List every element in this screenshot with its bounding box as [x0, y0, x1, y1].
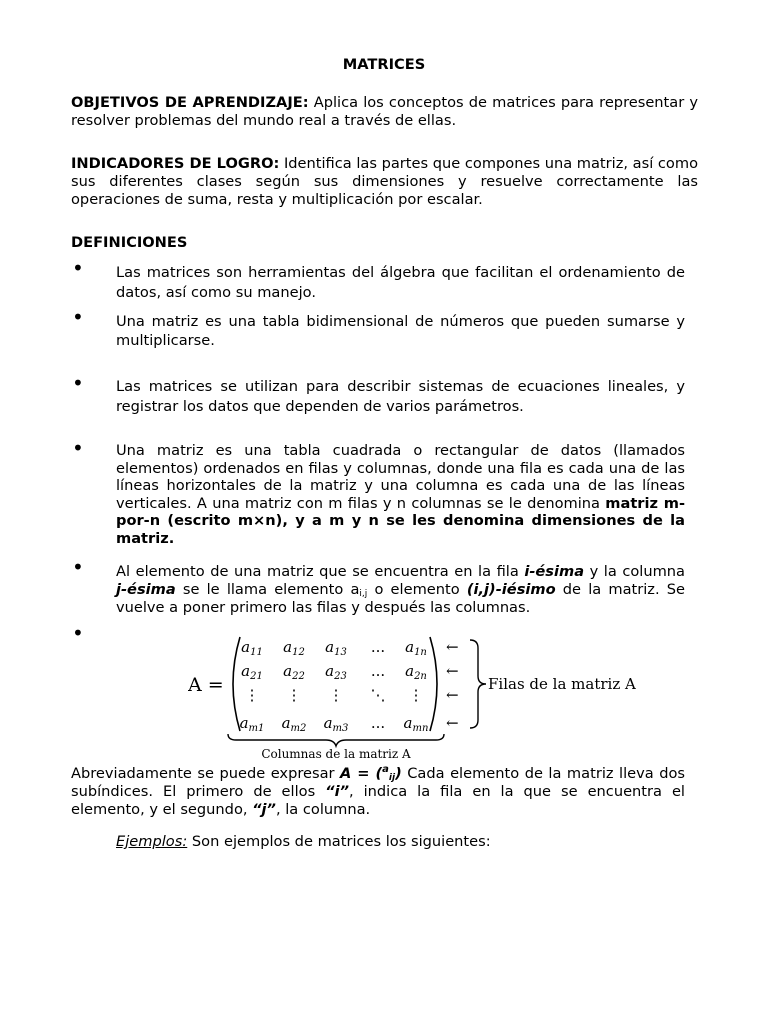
columnas-label: Columnas de la matriz A: [261, 747, 411, 761]
index-j: “j”: [252, 800, 276, 818]
matrix-cell: $a_{11}$: [241, 638, 263, 658]
definition-item-5: [116, 563, 685, 617]
matrix-cell: $a_{22}$: [283, 662, 305, 682]
definition-item-4: [116, 442, 685, 547]
indicadores-label: INDICADORES DE LOGRO:: [71, 155, 280, 172]
abreviada-paragraph: [71, 761, 685, 819]
filas-label: Filas de la matriz A: [488, 675, 636, 693]
definiciones-heading: DEFINICIONES: [71, 234, 188, 251]
matrix-cell: ...: [370, 714, 386, 732]
matrix-cell: ...: [370, 662, 386, 680]
matrix-cell: ⋮: [244, 686, 260, 704]
item-5-text: se le llama elemento a: [175, 581, 360, 598]
matrix-formula-svg: [188, 634, 648, 764]
abreviada-text: Cada elemento de la matriz lleva dos subíndices. El primero de ellos: [71, 764, 686, 800]
matrix-cells: [240, 638, 429, 734]
bullet-dot: •: [72, 555, 84, 579]
row-arrow: ←: [446, 714, 459, 732]
right-parenthesis: [430, 637, 437, 731]
matrix-cell: $a_{mn}$: [403, 714, 429, 734]
abreviada-text: Abreviadamente se puede expresar: [71, 764, 341, 782]
filas-brace: [470, 640, 486, 728]
matrix-cell: ...: [370, 638, 386, 656]
index-i: “i”: [325, 782, 349, 800]
subscript-ij: i,j: [359, 589, 368, 599]
bullet-dot: •: [72, 256, 84, 280]
abreviada-text: , la columna.: [275, 800, 371, 818]
ejemplos-text: Son ejemplos de matrices los siguientes:: [187, 833, 491, 850]
matrix-cell: $a_{m1}$: [239, 714, 265, 734]
item-5-text: o elemento: [367, 581, 467, 598]
matrix-cell: $a_{13}$: [325, 638, 347, 658]
objetivos-text: Aplica los conceptos de matrices para representar y resolver problemas del mundo real a través de ellas.: [71, 94, 698, 129]
row-arrow: ←: [446, 662, 459, 680]
j-esima-term: j-ésima: [116, 581, 176, 598]
bullet-dot: •: [72, 621, 84, 645]
matrix-cell: ⋮: [328, 686, 344, 704]
matrix-cell: ⋮: [408, 686, 424, 704]
bullet-dot: •: [72, 436, 84, 460]
abreviada-expression: A = (: [340, 764, 383, 782]
abreviada-subscript: ij: [388, 772, 396, 783]
bullet-dot: •: [72, 305, 84, 329]
item-5-text: de la matriz. Se vuelve a poner primero las filas y después las columnas.: [116, 581, 686, 616]
objetivos-label: OBJETIVOS DE APRENDIZAJE:: [71, 94, 309, 111]
row-arrows: [446, 638, 459, 732]
objetivos-paragraph: [71, 94, 698, 130]
item-5-text: y la columna: [584, 563, 685, 580]
abreviada-text: , indica la fila en la que se encuentra el elemento, y el segundo,: [71, 782, 685, 818]
abreviada-close-paren: ): [395, 764, 402, 782]
ij-esimo-term: (i,j)-iésimo: [466, 581, 556, 598]
indicadores-paragraph: [71, 155, 698, 209]
matrix-cell: $a_{m3}$: [323, 714, 349, 734]
matrix-cell: $a_{12}$: [283, 638, 305, 658]
indicadores-text: Identifica las partes que compones una matriz, así como sus diferentes clases según sus dimensiones y resuelve correctamente las operaciones de suma, resta y multiplicación por escalar.: [71, 155, 698, 208]
matrix-formula-figure: [188, 634, 648, 764]
row-arrow: ←: [446, 638, 459, 656]
row-arrow: ←: [446, 686, 459, 704]
i-esima-term: i-ésima: [524, 563, 585, 580]
columnas-brace: [228, 734, 444, 746]
ejemplos-label: Ejemplos:: [116, 833, 188, 850]
definition-item-1: Las matrices son herramientas del álgebra que facilitan el ordenamiento de datos, así como su manejo.: [116, 264, 685, 301]
matrix-cell: ⋮: [286, 686, 302, 704]
bullet-dot: •: [72, 371, 84, 395]
matrix-cell: $a_{23}$: [325, 662, 347, 682]
matrix-cell: $a_{m2}$: [281, 714, 307, 734]
ejemplos-line: [116, 833, 491, 851]
matrix-cell: $a_{1n}$: [405, 638, 427, 658]
matrix-cell: $a_{2n}$: [405, 662, 427, 682]
page-title: MATRICES: [342, 56, 426, 73]
item-4-bold: matriz m-por-n (escrito m×n), y a m y n se les denomina dimensiones de la matriz.: [116, 494, 685, 547]
definition-item-3: Las matrices se utilizan para describir sistemas de ecuaciones lineales, y registrar los datos que dependen de varios parámetros.: [116, 378, 685, 415]
matrix-cell: $a_{21}$: [241, 662, 263, 682]
formula-lhs: A =: [188, 674, 224, 696]
item-5-text: Al elemento de una matriz que se encuentra en la fila: [116, 563, 525, 580]
definition-item-2: Una matriz es una tabla bidimensional de números que pueden sumarse y multiplicarse.: [116, 313, 685, 349]
abreviada-a: a: [382, 764, 389, 775]
item-4-text: Una matriz es una tabla cuadrada o rectangular de datos (llamados elementos) ordenados en filas y columnas, donde una fila es cada una de las líneas horizontales de la matriz y una columna es cada una de las líneas verticales. A una matriz con m filas y n columnas se le denomina: [116, 442, 685, 512]
matrix-cell: ⋱: [370, 686, 386, 704]
